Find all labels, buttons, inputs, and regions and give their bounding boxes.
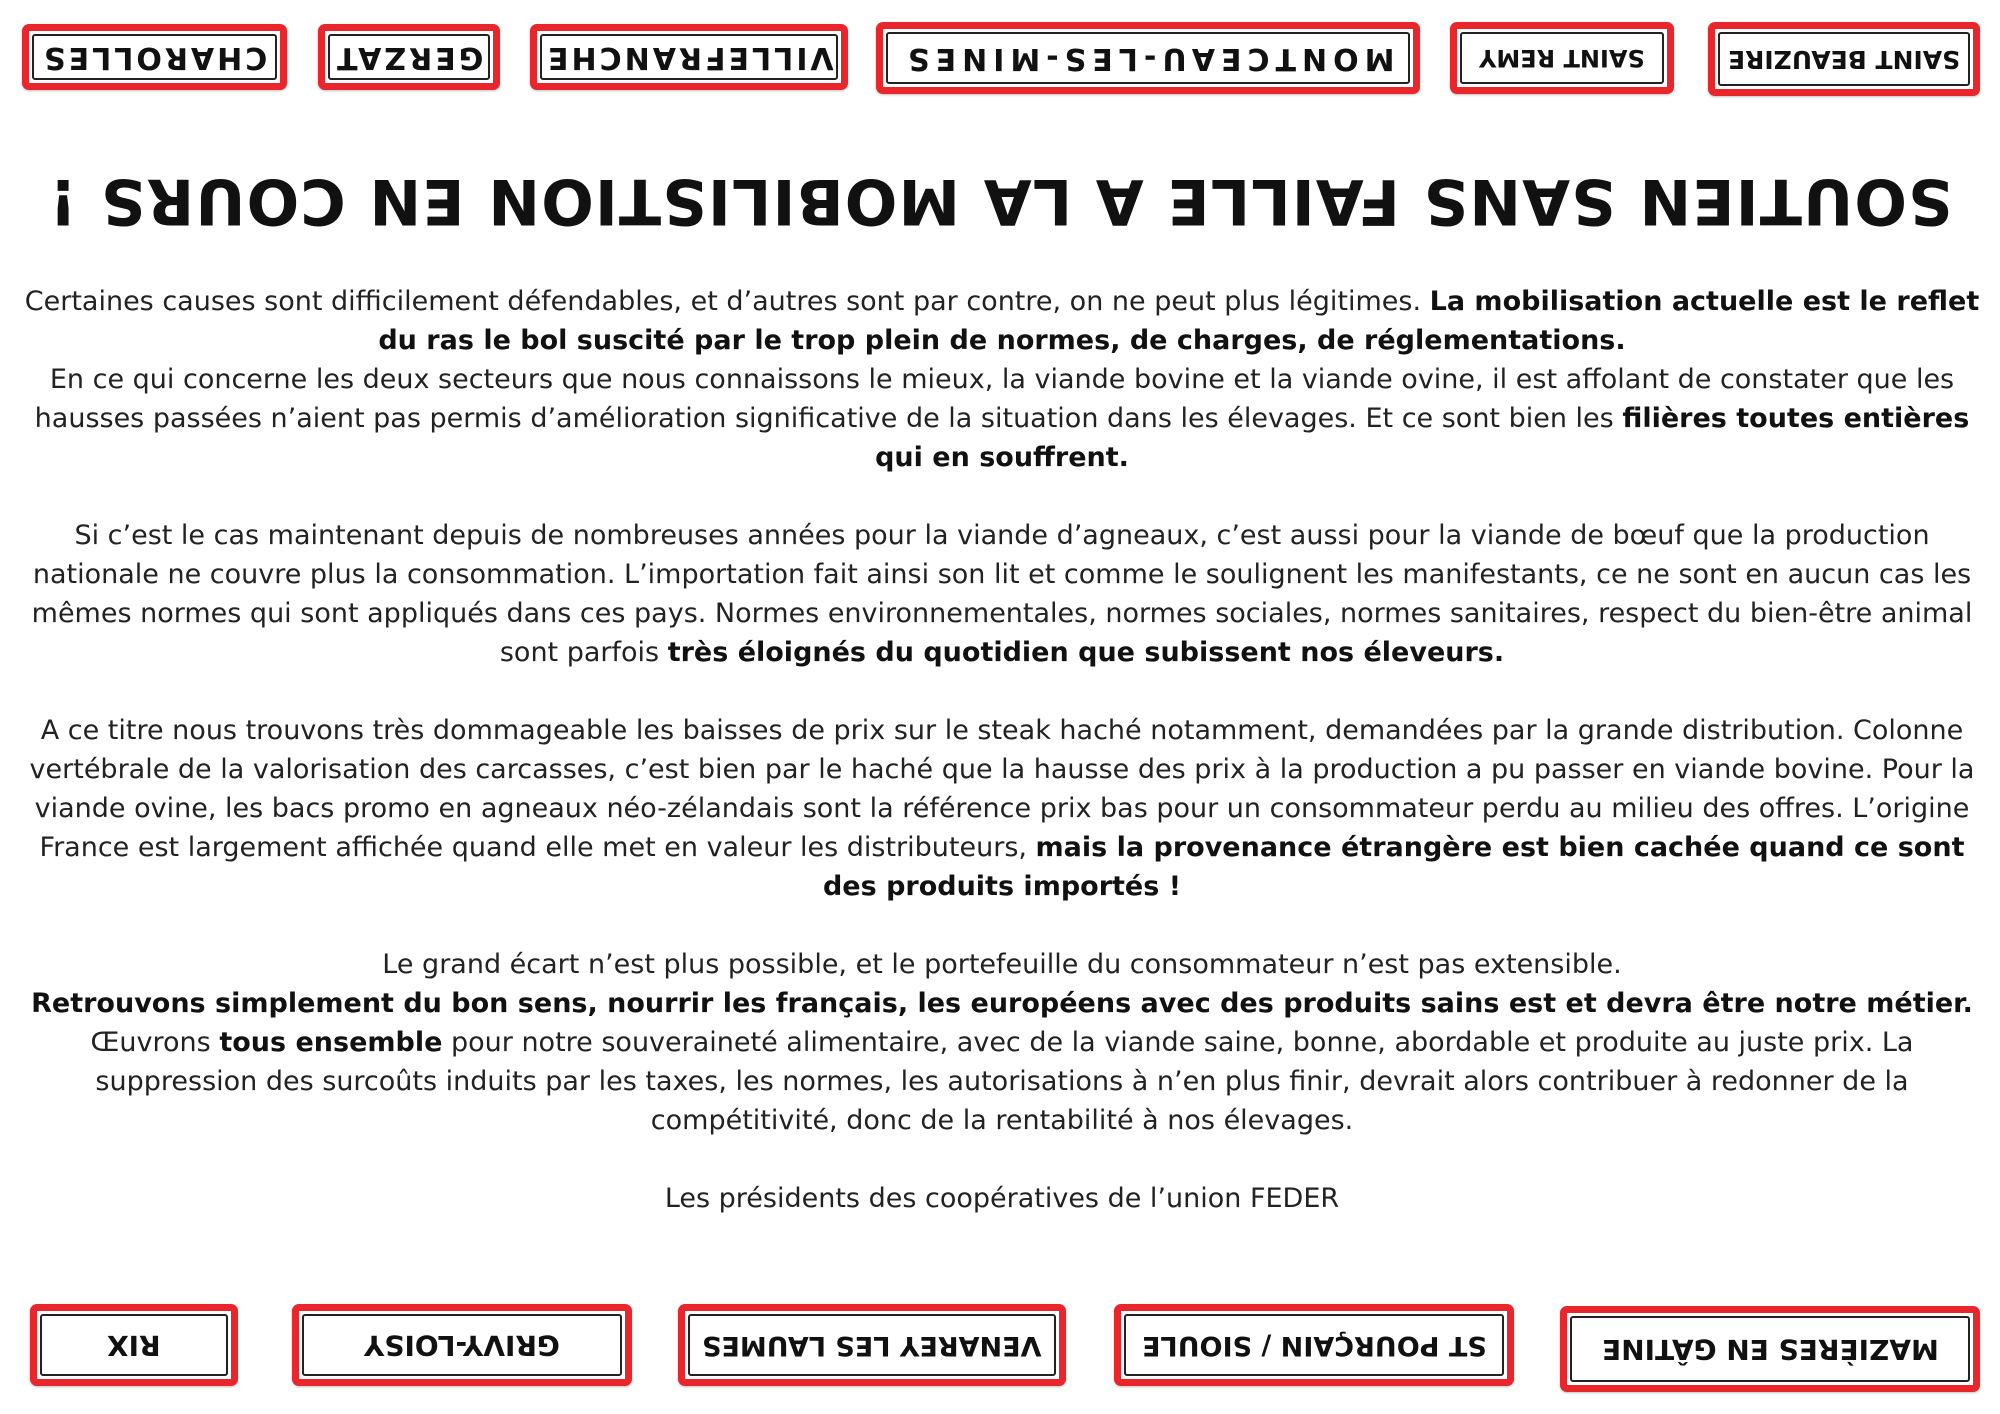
headline-text: SOUTIEN SANS FAILLE A LA MOBILISTION EN COURS !	[47, 165, 1953, 238]
town-sign-label: GERZAT	[334, 39, 484, 75]
paragraph-7: Œuvrons tous ensemble pour notre souveraineté alimentaire, avec de la viande saine, bonne, abordable et produite au juste prix. La suppression des surcoûts induits par les taxes, les normes, les autorisations à n’en plus finir, devrait alors contribuer à redonner de la compétitivité, donc de la rentabilité à nos élevages.	[90, 1027, 1914, 1136]
town-sign-label: SAINT BEAUZIRE	[1727, 44, 1961, 74]
town-sign-label: SAINT REMY	[1479, 44, 1645, 72]
headline	[0, 165, 2000, 238]
paragraph-6	[22, 984, 1982, 1023]
paragraph-5: Le grand écart n’est plus possible, et le portefeuille du consommateur n’est pas extensible.	[382, 949, 1622, 980]
town-sign-label: RIX	[107, 1328, 161, 1362]
town-sign-venarey-les-laumes	[678, 1304, 1066, 1386]
paragraph-1: Certaines causes sont difficilement défendables, et d’autres sont par contre, on ne peut plus légitimes. La mobilisation actuelle est le reflet du ras le bol suscité par le trop plein de normes, de charges, de réglementations.	[24, 286, 1980, 356]
town-sign-label: ST POURÇAIN / SIOULE	[1141, 1329, 1487, 1361]
town-sign-grivy-loisy	[292, 1304, 632, 1386]
paragraph-3: Si c’est le cas maintenant depuis de nombreuses années pour la viande d’agneaux, c’est aussi pour la viande de bœuf que la production nationale ne couvre plus la consommation. L’importation fait ainsi son lit et comme le soulignent les manifestants, ce ne sont en aucun cas les mêmes normes qui sont appliqués dans ces pays. Normes environnementales, normes sociales, normes sanitaires, respect du bien-être animal sont parfois très éloignés du quotidien que subissent nos éleveurs.	[31, 520, 1973, 668]
emphasis: très éloignés du quotidien que subissent nos éleveurs.	[667, 637, 1505, 668]
town-sign-label: CHAROLLES	[41, 39, 268, 75]
town-sign-saint-remy	[1450, 22, 1674, 94]
emphasis: filières toutes entières qui en souffrent.	[875, 403, 1970, 473]
town-sign-label: MONTCEAU-LES-MINES	[901, 40, 1395, 76]
town-sign-label: MAZIÈRES EN GÂTINE	[1601, 1332, 1939, 1366]
town-sign-mazieres-en-gatine	[1560, 1306, 1980, 1392]
town-sign-saint-beauzire	[1708, 22, 1980, 96]
paragraph-4: A ce titre nous trouvons très dommageable les baisses de prix sur le steak haché notamment, demandées par la grande distribution. Colonne vertébrale de la valorisation des carcasses, c’est bien par le haché que la hausse des prix à la production a pu passer en viande bovine. Pour la viande ovine, les bacs promo en agneaux néo-zélandais sont la référence prix bas pour un consommateur perdu au milieu des offres. L’origine France est largement affichée quand elle met en valeur les distributeurs, mais la provenance étrangère est bien cachée quand ce sont des produits importés !	[29, 715, 1975, 902]
town-sign-villefranche	[530, 24, 848, 90]
article-body	[22, 282, 1982, 1218]
town-sign-label: GRIVY-LOISY	[364, 1328, 560, 1362]
signature: Les présidents des coopératives de l’union FEDER	[664, 1183, 1340, 1214]
emphasis: mais la provenance étrangère est bien cachée quand ce sont des produits importés !	[822, 832, 1965, 902]
town-sign-label: VENAREY LES LAUMES	[702, 1329, 1042, 1361]
town-sign-montceau-les-mines	[876, 22, 1420, 94]
town-sign-charolles	[22, 24, 287, 90]
town-sign-rix	[30, 1304, 238, 1386]
emphasis: tous ensemble	[219, 1027, 443, 1058]
emphasis: Retrouvons simplement du bon sens, nourrir les français, les européens avec des produits sains est et devra être notre métier.	[31, 988, 1973, 1019]
town-sign-label: VILLEFRANCHE	[544, 39, 834, 75]
town-sign-gerzat	[318, 24, 500, 90]
emphasis: La mobilisation actuelle est le reflet du ras le bol suscité par le trop plein de normes, de charges, de réglementations.	[378, 286, 1980, 356]
paragraph-2: En ce qui concerne les deux secteurs que nous connaissons le mieux, la viande bovine et la viande ovine, il est affolant de constater que les hausses passées n’aient pas permis d’amélioration significative de la situation dans les élevages. Et ce sont bien les filières toutes entières qui en souffrent.	[34, 364, 1970, 473]
town-sign-st-pourcain-sioule	[1114, 1304, 1514, 1386]
